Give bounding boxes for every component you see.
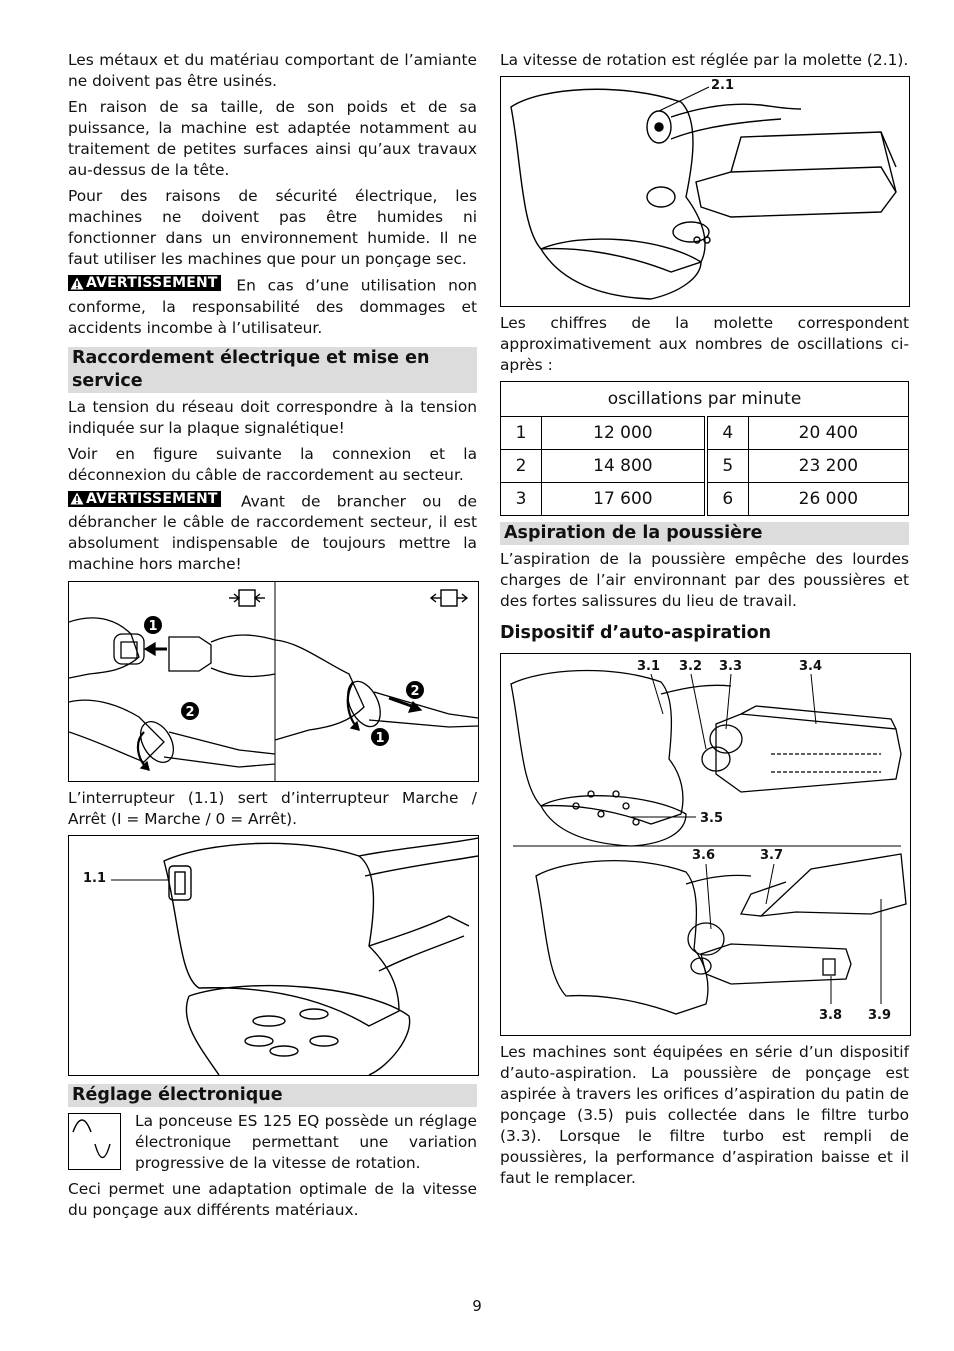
paragraph-adaptation: Ceci permet une adaptation optimale de la vitesse du ponçage aux différents matériaux. [68,1180,477,1219]
callout-switch: 1.1 [83,871,107,886]
svg-text:2: 2 [185,705,195,720]
warning-unplug: AVERTISSEMENT Avant de brancher ou de débrancher le câble de raccordement secteur, il est absolument indispensable de toujours mettre la machine hors marche! [68,490,477,573]
heading-reglage: Réglage électronique [68,1084,477,1107]
callout-3-3: 3.3 [719,659,743,674]
page-number: 9 [472,1297,482,1315]
paragraph-es125: La ponceuse ES 125 EQ possède un réglage électronique permettant une variation progressive de la vitesse de rotation. [135,1112,477,1172]
svg-text:1: 1 [148,619,158,634]
figure-cable-connection [68,581,479,782]
callout-3-6: 3.6 [692,848,716,863]
table-header-row [501,382,909,417]
callout-3-7: 3.7 [760,848,784,863]
warning-badge: AVERTISSEMENT [68,491,221,507]
callout-3-1: 3.1 [637,659,661,674]
table-header: oscillations par minute [501,382,909,417]
paragraph-connection: Voir en figure suivante la connexion et la déconnexion du câble de raccordement au secteur. [68,444,477,484]
paragraph-auto-extraction: Les machines sont équipées en série d’un dispositif d’auto-aspiration. La poussière de ponçage est aspirée à travers les orifices d’aspiration du patin de ponçage (3.5) puis collectée dans le filtre turbo (3.3). Lorsque le filtre turbo est rempli de poussières, la performance d’aspiration baisse et il faut le remplacer. [500,1043,909,1187]
warning-triangle-icon [70,277,84,290]
connect-icon [229,590,265,606]
paragraph-aspiration: L’aspiration de la poussière empêche des lourdes charges de l’air environnant par des poussières et des fortes salissures du lieu de travail. [500,550,909,610]
paragraph-switch: L’interrupteur (1.1) sert d’interrupteur Marche / Arrêt (I = Marche / 0 = Arrêt). [68,789,477,828]
reglage-block [68,1111,477,1179]
callout-3-9: 3.9 [868,1008,892,1023]
table-row: 1 12 000 4 20 400 [501,417,909,450]
warning-triangle-icon [70,492,84,505]
heading-dispositif: Dispositif d’auto-aspiration [500,623,772,643]
svg-text:1: 1 [375,731,385,746]
warning-badge: AVERTISSEMENT [68,275,221,291]
paragraph-speed-dial: La vitesse de rotation est réglée par la molette (2.1). [500,51,909,69]
callout-3-2: 3.2 [679,659,703,674]
figure-switch [68,835,479,1076]
callout-3-4: 3.4 [799,659,823,674]
paragraph-voltage: La tension du réseau doit correspondre à la tension indiquée sur la plaque signalétique! [68,397,477,437]
paragraph-size: En raison de sa taille, de son poids et de sa puissance, la machine est adaptée notamment au traitement de petites surfaces ainsi qu’aux travaux au-dessus de la tête. [68,98,477,179]
svg-text:2: 2 [410,684,420,699]
callout-speed-dial: 2.1 [711,78,735,93]
figure-dust-extraction [500,653,911,1036]
oscillation-table [500,381,909,516]
sander-with-box-illustration [511,87,896,299]
callout-3-5: 3.5 [700,811,724,826]
heading-aspiration: Aspiration de la poussière [500,522,909,545]
disconnect-icon [431,590,467,606]
left-column [68,50,477,1226]
right-column [500,50,909,1194]
paragraph-electrical-safety: Pour des raisons de sécurité électrique, les machines ne doivent pas être humides ni fonctionner dans un environnement humide. Il ne faut utiliser les machines que pour un ponçage sec. [68,187,477,268]
figure-speed-dial [500,76,910,307]
callout-3-8: 3.8 [819,1008,843,1023]
speed-variation-icon [68,1113,121,1170]
heading-raccordement: Raccordement électrique et mise en service [68,347,477,393]
sander-illustration [111,838,478,1075]
paragraph-dial-numbers: Les chiffres de la molette correspondent approximativement aux nombres de oscillations ci-après : [500,314,909,374]
paragraph-asbestos: Les métaux et du matériau comportant de l’amiante ne doivent pas être usinés. [68,51,477,90]
table-row: 2 14 800 5 23 200 [501,450,909,483]
table-row: 3 17 600 6 26 000 [501,483,909,516]
warning-improper-use: AVERTISSEMENT En cas d’une utilisation non conforme, la responsabilité des dommages et accidents incombe à l’utilisateur. [68,275,477,337]
extraction-illustration [511,670,906,1014]
